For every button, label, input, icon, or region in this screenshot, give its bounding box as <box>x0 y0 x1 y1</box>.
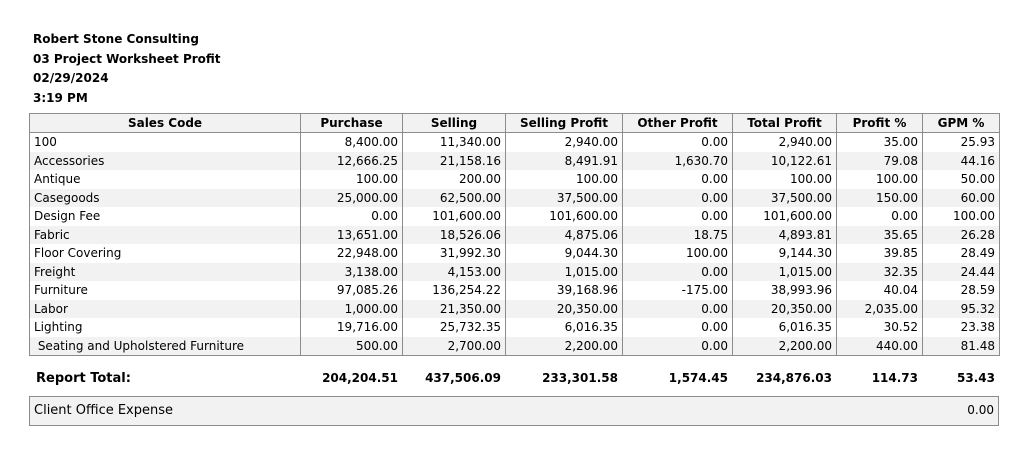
client-office-expense-row <box>29 396 999 426</box>
profit-pct-cell: 35.65 <box>837 226 923 245</box>
selling-cell: 25,732.35 <box>403 318 506 337</box>
gpm-pct-cell: 25.93 <box>923 133 1000 152</box>
selling-cell: 200.00 <box>403 170 506 189</box>
purchase-cell: 13,651.00 <box>301 226 403 245</box>
total-profit-cell: 20,350.00 <box>733 300 837 319</box>
selling-profit-cell: 6,016.35 <box>506 318 623 337</box>
column-header-sales-code[interactable]: Sales Code <box>30 114 301 133</box>
selling-profit-cell: 39,168.96 <box>506 281 623 300</box>
selling-cell: 31,992.30 <box>403 244 506 263</box>
selling-cell: 11,340.00 <box>403 133 506 152</box>
other-profit-cell: 100.00 <box>623 244 733 263</box>
gpm-pct-cell: 28.49 <box>923 244 1000 263</box>
purchase-cell: 25,000.00 <box>301 189 403 208</box>
profit-pct-cell: 100.00 <box>837 170 923 189</box>
profit-pct-cell: 35.00 <box>837 133 923 152</box>
selling-profit-cell: 20,350.00 <box>506 300 623 319</box>
table-row <box>30 226 1000 245</box>
purchase-cell: 100.00 <box>301 170 403 189</box>
total-profit-cell: 100.00 <box>733 170 837 189</box>
table-row <box>30 152 1000 171</box>
company-name: Robert Stone Consulting <box>33 32 199 46</box>
selling-profit-cell: 101,600.00 <box>506 207 623 226</box>
other-profit-cell: 0.00 <box>623 337 733 356</box>
purchase-cell: 22,948.00 <box>301 244 403 263</box>
profit-pct-cell: 32.35 <box>837 263 923 282</box>
selling-profit-cell: 4,875.06 <box>506 226 623 245</box>
expense-value: 0.00 <box>967 403 994 417</box>
selling-profit-cell: 100.00 <box>506 170 623 189</box>
profit-pct-cell: 39.85 <box>837 244 923 263</box>
total-profit-cell: 38,993.96 <box>733 281 837 300</box>
sales-code-cell: Fabric <box>30 226 301 245</box>
gpm-pct-cell: 81.48 <box>923 337 1000 356</box>
sales-code-cell: Accessories <box>30 152 301 171</box>
table-row <box>30 300 1000 319</box>
selling-cell: 62,500.00 <box>403 189 506 208</box>
purchase-cell: 500.00 <box>301 337 403 356</box>
selling-profit-cell: 37,500.00 <box>506 189 623 208</box>
gpm-pct-cell: 50.00 <box>923 170 1000 189</box>
sales-code-cell: Seating and Upholstered Furniture <box>30 337 301 356</box>
profit-pct-cell: 40.04 <box>837 281 923 300</box>
purchase-cell: 97,085.26 <box>301 281 403 300</box>
column-header-purchase[interactable]: Purchase <box>301 114 403 133</box>
sales-code-cell: Labor <box>30 300 301 319</box>
profit-pct-cell: 0.00 <box>837 207 923 226</box>
other-profit-cell: 0.00 <box>623 170 733 189</box>
table-row <box>30 263 1000 282</box>
profit-pct-cell: 79.08 <box>837 152 923 171</box>
purchase-cell: 0.00 <box>301 207 403 226</box>
total-profit-pct: 114.73 <box>871 371 918 385</box>
sales-code-cell: Furniture <box>30 281 301 300</box>
other-profit-cell: 0.00 <box>623 207 733 226</box>
selling-cell: 4,153.00 <box>403 263 506 282</box>
report-total-row <box>29 368 999 388</box>
total-profit-cell: 6,016.35 <box>733 318 837 337</box>
table-row <box>30 318 1000 337</box>
gpm-pct-cell: 26.28 <box>923 226 1000 245</box>
purchase-cell: 8,400.00 <box>301 133 403 152</box>
report-date: 02/29/2024 <box>33 71 109 85</box>
column-header-profit-pct[interactable]: Profit % <box>837 114 923 133</box>
sales-code-cell: 100 <box>30 133 301 152</box>
total-profit-cell: 2,200.00 <box>733 337 837 356</box>
sales-code-cell: Antique <box>30 170 301 189</box>
profit-pct-cell: 30.52 <box>837 318 923 337</box>
selling-cell: 136,254.22 <box>403 281 506 300</box>
total-profit-cell: 2,940.00 <box>733 133 837 152</box>
table-row <box>30 207 1000 226</box>
other-profit-cell: 0.00 <box>623 318 733 337</box>
table-row <box>30 281 1000 300</box>
table-row <box>30 337 1000 356</box>
other-profit-cell: 1,630.70 <box>623 152 733 171</box>
other-profit-cell: 0.00 <box>623 263 733 282</box>
total-total-profit: 234,876.03 <box>756 371 832 385</box>
selling-profit-cell: 2,200.00 <box>506 337 623 356</box>
total-profit-cell: 9,144.30 <box>733 244 837 263</box>
other-profit-cell: 0.00 <box>623 189 733 208</box>
other-profit-cell: 18.75 <box>623 226 733 245</box>
table-row <box>30 133 1000 152</box>
column-header-other-profit[interactable]: Other Profit <box>623 114 733 133</box>
purchase-cell: 19,716.00 <box>301 318 403 337</box>
report-title: 03 Project Worksheet Profit <box>33 51 221 66</box>
column-header-selling-profit[interactable]: Selling Profit <box>506 114 623 133</box>
table-row <box>30 244 1000 263</box>
gpm-pct-cell: 95.32 <box>923 300 1000 319</box>
column-header-total-profit[interactable]: Total Profit <box>733 114 837 133</box>
selling-cell: 101,600.00 <box>403 207 506 226</box>
expense-label: Client Office Expense <box>34 403 174 418</box>
sales-code-cell: Design Fee <box>30 207 301 226</box>
gpm-pct-cell: 44.16 <box>923 152 1000 171</box>
sales-code-cell: Floor Covering <box>30 244 301 263</box>
gpm-pct-cell: 23.38 <box>923 318 1000 337</box>
total-purchase: 204,204.51 <box>322 371 398 385</box>
table-row <box>30 189 1000 208</box>
other-profit-cell: 0.00 <box>623 300 733 319</box>
profit-table <box>29 113 1000 356</box>
selling-cell: 2,700.00 <box>403 337 506 356</box>
total-gpm-pct: 53.43 <box>957 371 995 385</box>
selling-cell: 21,350.00 <box>403 300 506 319</box>
sales-code-cell: Casegoods <box>30 189 301 208</box>
sales-code-cell: Lighting <box>30 318 301 337</box>
gpm-pct-cell: 24.44 <box>923 263 1000 282</box>
gpm-pct-cell: 100.00 <box>923 207 1000 226</box>
total-profit-cell: 101,600.00 <box>733 207 837 226</box>
report-time: 3:19 PM <box>33 90 88 105</box>
gpm-pct-cell: 60.00 <box>923 189 1000 208</box>
sales-code-cell: Freight <box>30 263 301 282</box>
total-profit-cell: 4,893.81 <box>733 226 837 245</box>
selling-profit-cell: 8,491.91 <box>506 152 623 171</box>
selling-cell: 18,526.06 <box>403 226 506 245</box>
total-other-profit: 1,574.45 <box>668 371 728 385</box>
selling-cell: 21,158.16 <box>403 152 506 171</box>
report-header <box>33 30 221 108</box>
total-profit-cell: 1,015.00 <box>733 263 837 282</box>
profit-pct-cell: 150.00 <box>837 189 923 208</box>
total-profit-cell: 37,500.00 <box>733 189 837 208</box>
total-selling-profit: 233,301.58 <box>542 371 618 385</box>
other-profit-cell: -175.00 <box>623 281 733 300</box>
purchase-cell: 1,000.00 <box>301 300 403 319</box>
selling-profit-cell: 2,940.00 <box>506 133 623 152</box>
selling-profit-cell: 9,044.30 <box>506 244 623 263</box>
selling-profit-cell: 1,015.00 <box>506 263 623 282</box>
profit-pct-cell: 2,035.00 <box>837 300 923 319</box>
purchase-cell: 12,666.25 <box>301 152 403 171</box>
table-row <box>30 170 1000 189</box>
profit-pct-cell: 440.00 <box>837 337 923 356</box>
total-selling: 437,506.09 <box>425 371 501 385</box>
other-profit-cell: 0.00 <box>623 133 733 152</box>
total-profit-cell: 10,122.61 <box>733 152 837 171</box>
column-header-gpm-pct[interactable]: GPM % <box>923 114 1000 133</box>
table-header-row <box>30 114 1000 133</box>
report-total-label: Report Total: <box>36 370 131 386</box>
column-header-selling[interactable]: Selling <box>403 114 506 133</box>
purchase-cell: 3,138.00 <box>301 263 403 282</box>
gpm-pct-cell: 28.59 <box>923 281 1000 300</box>
